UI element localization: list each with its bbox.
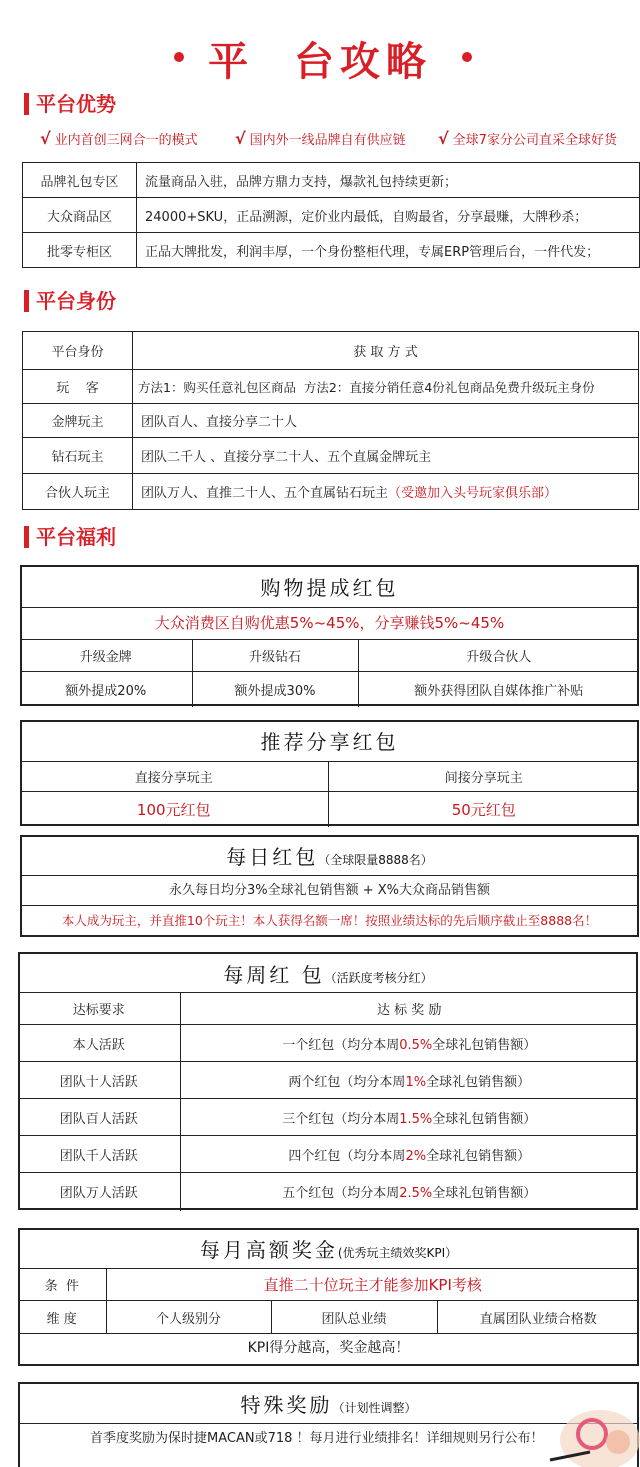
daily-reward-line2: 本人成为玩主，并直推10个玩主！本人获得名额一席！按照业绩达标的先后顺序截止至8888名！ — [61, 913, 598, 928]
weekly-req: 团队十人活跃 — [18, 1062, 180, 1099]
weekly-reward-title: 每周红 包（活跃度考核分红） — [223, 963, 433, 987]
advantage-point: √ 业内首创三网合一的模式 — [40, 129, 198, 148]
level-label: 升级金牌 — [20, 640, 192, 672]
zone-desc: 正品大牌批发，利润丰厚，一个身份整柜代理，专属ERP管理后台，一件代发； — [137, 233, 640, 268]
table-row — [23, 332, 639, 370]
weekly-table — [18, 992, 638, 1211]
table-row — [18, 1301, 639, 1334]
section-heading-identity: 平台身份 — [24, 289, 116, 313]
table-row — [20, 792, 639, 827]
referral-type: 间接分享玩主 — [328, 762, 639, 792]
identity-header-method: 获 取 方 式 — [133, 332, 639, 370]
referral-type: 直接分享玩主 — [20, 762, 328, 792]
monthly-dimension: 个人级别分 — [106, 1301, 271, 1334]
advantage-point: √ 国内外一线品牌自有供应链 — [235, 129, 406, 148]
daily-reward-line1: 永久每日均分3%全球礼包销售额 + X%大众商品销售额 — [168, 883, 491, 898]
weekly-reward-box — [18, 952, 638, 1210]
identity-role: 金牌玩主 — [23, 404, 133, 438]
monthly-bonus-footer: KPI得分越高，奖金越高！ — [247, 1340, 410, 1356]
table-row — [23, 233, 640, 268]
weekly-reward: 一个红包（均分本周0.5%全球礼包销售额） — [180, 1025, 638, 1062]
weekly-req: 团队千人活跃 — [18, 1136, 180, 1173]
table-row — [18, 1173, 638, 1211]
monthly-dimension-label: 维 度 — [18, 1301, 106, 1334]
daily-reward-title: 每日红包（全球限量8888名） — [226, 845, 433, 869]
zone-name: 品牌礼包专区 — [23, 163, 137, 198]
table-row — [18, 993, 638, 1025]
zones-table — [22, 162, 640, 268]
referral-reward-title: 推荐分享红包 — [260, 730, 399, 754]
weekly-header-req: 达标要求 — [18, 993, 180, 1025]
table-row — [18, 1099, 638, 1136]
decorative-stamp-icon — [530, 1392, 640, 1467]
level-label: 升级钻石 — [192, 640, 358, 672]
table-row — [23, 370, 639, 404]
shopping-reward-title: 购物提成红包 — [260, 576, 399, 600]
table-row — [23, 404, 639, 438]
monthly-bonus-title: 每月高额奖金(优秀玩主绩效奖KPI） — [199, 1238, 458, 1262]
shopping-levels-table — [20, 639, 639, 707]
weekly-req: 团队百人活跃 — [18, 1099, 180, 1136]
table-row — [23, 474, 639, 510]
monthly-dimension: 团队总业绩 — [271, 1301, 437, 1334]
zone-desc: 流量商品入驻，品牌方鼎力支持，爆款礼包持续更新； — [137, 163, 640, 198]
table-row — [23, 438, 639, 474]
table-row — [20, 640, 639, 672]
check-icon: √ — [235, 129, 246, 148]
daily-reward-box — [20, 835, 639, 937]
special-reward-title: 特殊奖励（计划性调整） — [240, 1393, 417, 1417]
shopping-reward-box — [20, 565, 639, 706]
table-row — [20, 762, 639, 792]
shopping-reward-highlight: 大众消费区自购优惠5%~45%，分享赚钱5%~45% — [154, 614, 505, 632]
zone-name: 大众商品区 — [23, 198, 137, 233]
table-row — [18, 1062, 638, 1099]
identity-method: 团队百人、直接分享二十人 — [133, 404, 639, 438]
weekly-req: 本人活跃 — [18, 1025, 180, 1062]
weekly-req: 团队万人活跃 — [18, 1173, 180, 1211]
weekly-header-reward: 达 标 奖 励 — [180, 993, 638, 1025]
referral-amount: 100元红包 — [20, 792, 328, 827]
table-row — [23, 198, 640, 233]
identity-role: 玩 客 — [23, 370, 133, 404]
identity-role: 合伙人玩主 — [23, 474, 133, 510]
zone-desc: 24000+SKU，正品溯源，定价业内最低，自购最省，分享最赚，大牌秒杀； — [137, 198, 640, 233]
section-heading-advantages: 平台优势 — [24, 92, 116, 116]
table-row — [23, 163, 640, 198]
advantage-point: √ 全球7家分公司直采全球好货 — [438, 129, 617, 148]
identity-table — [22, 331, 639, 510]
identity-method: 团队万人、直推二十人、五个直属钻石玩主（受邀加入头号玩家俱乐部） — [133, 474, 639, 510]
table-row — [18, 1269, 639, 1301]
referral-table — [20, 761, 639, 827]
monthly-condition-label: 条 件 — [18, 1269, 106, 1301]
identity-method: 方法1：购买任意礼包区商品 方法2：直接分销任意4份礼包商品免费升级玩主身份 — [133, 370, 639, 404]
monthly-dimension: 直属团队业绩合格数 — [437, 1301, 639, 1334]
monthly-bonus-box — [18, 1228, 639, 1366]
level-reward: 额外获得团队自媒体推广补贴 — [358, 672, 639, 707]
monthly-table — [18, 1268, 639, 1334]
weekly-reward: 两个红包（均分本周1%全球礼包销售额） — [180, 1062, 638, 1099]
weekly-reward: 三个红包（均分本周1.5%全球礼包销售额） — [180, 1099, 638, 1136]
check-icon: √ — [40, 129, 51, 148]
table-row — [18, 1136, 638, 1173]
title-dot-right — [462, 52, 472, 62]
monthly-condition: 直推二十位玩主才能参加KPI考核 — [106, 1269, 639, 1301]
level-label: 升级合伙人 — [358, 640, 639, 672]
weekly-reward: 五个红包（均分本周2.5%全球礼包销售额） — [180, 1173, 638, 1211]
identity-header-role: 平台身份 — [23, 332, 133, 370]
section-heading-welfare: 平台福利 — [24, 525, 116, 549]
zone-name: 批零专柜区 — [23, 233, 137, 268]
identity-method: 团队二千人 、直接分享二十人、五个直属金牌玩主 — [133, 438, 639, 474]
referral-reward-box — [20, 720, 639, 826]
special-reward-text: 首季度奖励为保时捷MACAN或718 ！每月进行业绩排名！详细规则另行公布！ — [90, 1431, 544, 1446]
level-reward: 额外提成30% — [192, 672, 358, 707]
check-icon: √ — [438, 129, 449, 148]
identity-note: （受邀加入头号玩家俱乐部） — [388, 486, 558, 501]
table-row — [18, 1025, 638, 1062]
level-reward: 额外提成20% — [20, 672, 192, 707]
referral-amount: 50元红包 — [328, 792, 639, 827]
weekly-reward: 四个红包（均分本周2%全球礼包销售额） — [180, 1136, 638, 1173]
identity-role: 钻石玩主 — [23, 438, 133, 474]
page-title: 平 台攻略 — [208, 38, 432, 85]
table-row — [20, 672, 639, 707]
